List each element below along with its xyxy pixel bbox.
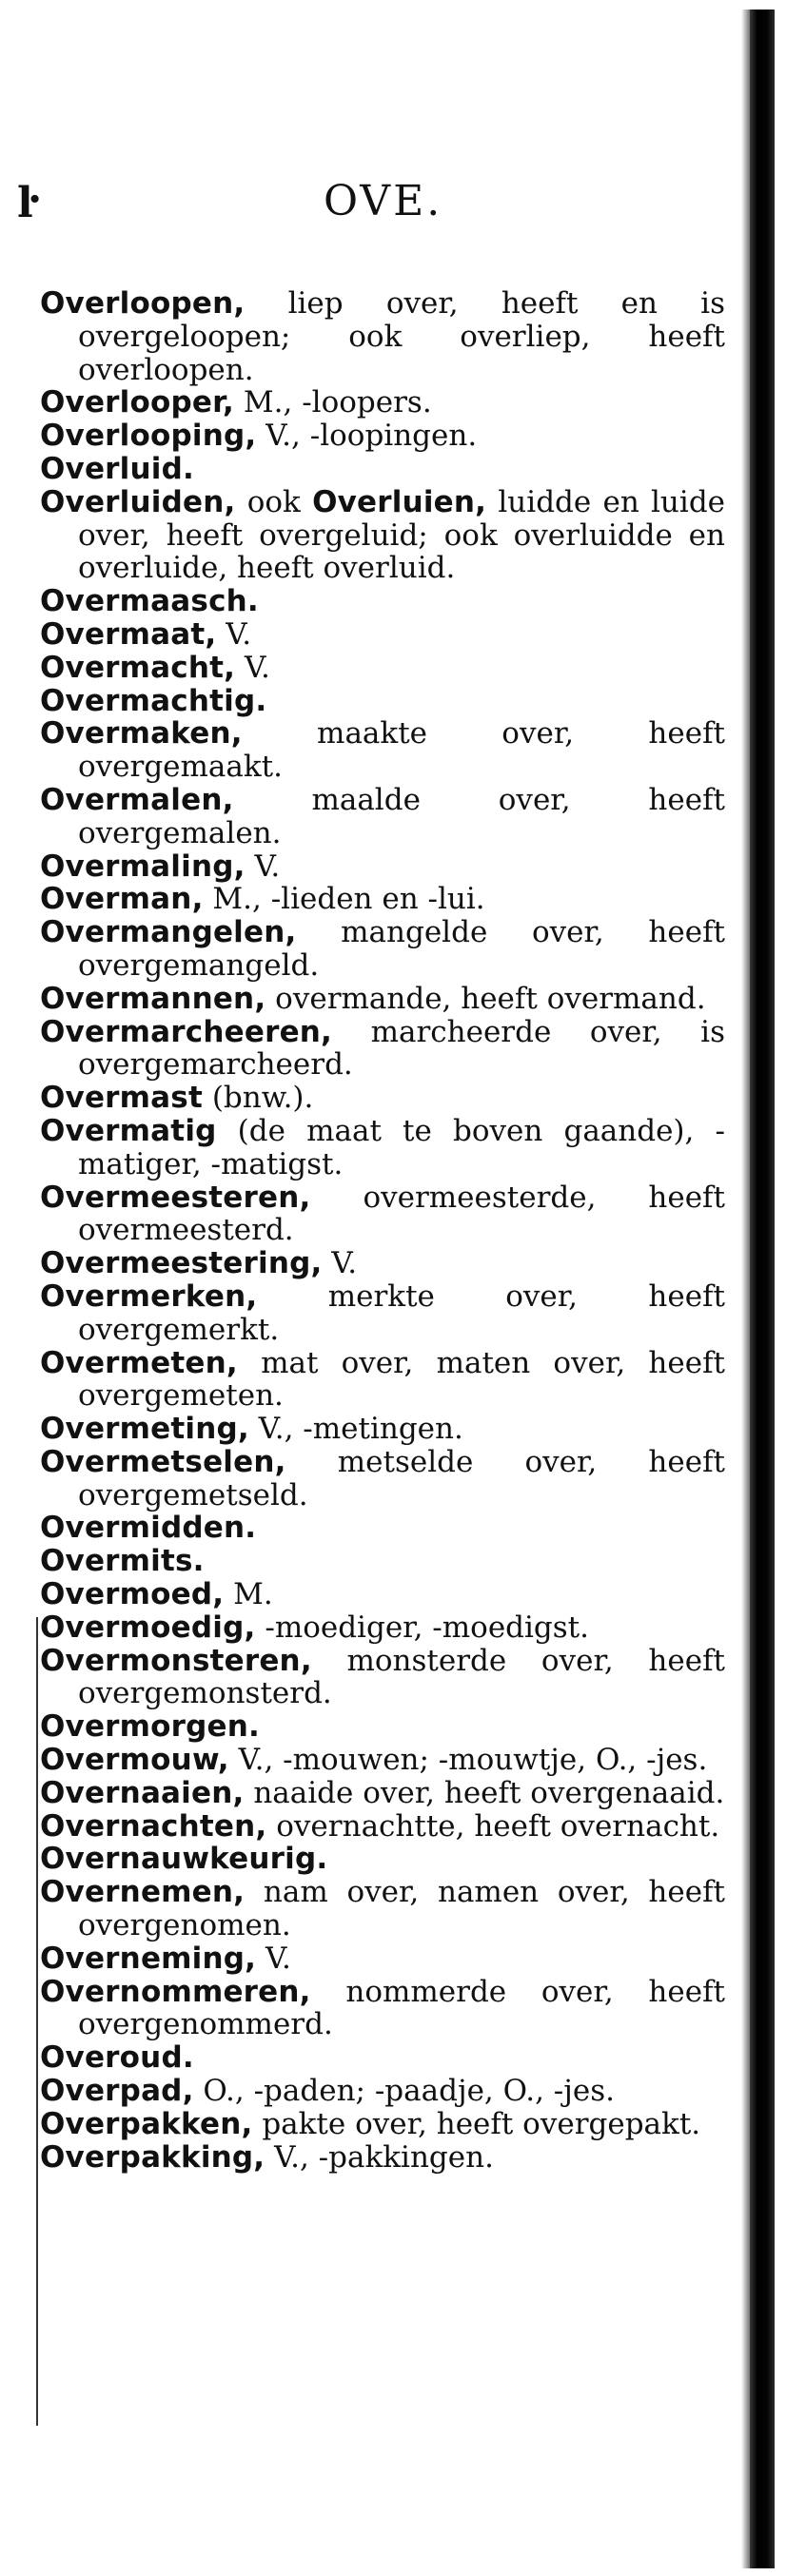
entry-headword: Overloopen, bbox=[40, 286, 246, 321]
entry-definition: V., -loopingen. bbox=[256, 419, 478, 454]
dictionary-entry bbox=[40, 1181, 725, 1248]
dictionary-entry bbox=[40, 2141, 725, 2175]
margin-rule bbox=[36, 1617, 38, 2426]
dictionary-entry bbox=[40, 1645, 725, 1711]
entry-definition: M., -loopers. bbox=[234, 385, 432, 420]
dictionary-entry bbox=[40, 1976, 725, 2042]
entry-headword: Overluid. bbox=[40, 451, 194, 486]
dictionary-entry bbox=[40, 1545, 725, 1578]
entry-headword: Overmonsteren, bbox=[40, 1643, 312, 1678]
entry-headword: Overnauwkeurig. bbox=[40, 1842, 328, 1877]
entry-headword: Overmaling, bbox=[40, 849, 246, 884]
entry-definition: (bnw.). bbox=[202, 1081, 314, 1116]
dictionary-entry bbox=[40, 420, 725, 453]
dictionary-entry bbox=[40, 2041, 725, 2075]
entry-headword: Overpakken, bbox=[40, 2106, 253, 2141]
entry-headword: Overnemen, bbox=[40, 1875, 246, 1910]
dictionary-entry bbox=[40, 1942, 725, 1976]
dictionary-entry bbox=[40, 717, 725, 784]
entry-definition: O., -paden; -paadje, O., -jes. bbox=[193, 2074, 615, 2109]
entry-headword: Overmalen, bbox=[40, 782, 234, 817]
entry-definition: mangelde over, heeft overgemangeld. bbox=[78, 915, 725, 983]
entry-headword: Overmannen, bbox=[40, 981, 266, 1016]
entry-headword: Overmaken, bbox=[40, 716, 243, 751]
entry-definition: naaide over, heeft overgenaaid. bbox=[244, 1775, 725, 1810]
dictionary-entry bbox=[40, 2108, 725, 2141]
entry-headword-variant: Overluien, bbox=[312, 484, 487, 519]
entry-definition: overnachtte, heeft overnacht. bbox=[266, 1808, 720, 1844]
dictionary-entry bbox=[40, 486, 725, 585]
entry-definition: maalde over, heeft overgemalen. bbox=[78, 782, 725, 850]
dictionary-entry bbox=[40, 1611, 725, 1645]
entry-definition: M. bbox=[224, 1577, 273, 1612]
entry-headword: Overoud. bbox=[40, 2040, 194, 2076]
dictionary-entry bbox=[40, 1247, 725, 1280]
entry-headword: Overlooping, bbox=[40, 419, 257, 454]
entry-headword: Overmorgen. bbox=[40, 1709, 261, 1745]
entry-headword: Overmeting, bbox=[40, 1412, 249, 1447]
dictionary-entry bbox=[40, 1413, 725, 1446]
dictionary-entry bbox=[40, 916, 725, 983]
entry-definition: M., -lieden en -lui. bbox=[203, 882, 485, 917]
dictionary-entry bbox=[40, 1446, 725, 1512]
entry-headword: Overman, bbox=[40, 882, 204, 917]
entry-headword: Overmidden. bbox=[40, 1511, 257, 1546]
dictionary-entry bbox=[40, 883, 725, 916]
dictionary-entry bbox=[40, 652, 725, 685]
entry-definition: monsterde over, heeft overgemonsterd. bbox=[78, 1643, 725, 1711]
entry-list bbox=[40, 287, 725, 2174]
dictionary-entry bbox=[40, 386, 725, 420]
dictionary-entry bbox=[40, 585, 725, 618]
entry-headword: Overluiden, bbox=[40, 484, 236, 519]
dictionary-entry bbox=[40, 2075, 725, 2108]
entry-definition: marcheerde over, is overgemarcheerd. bbox=[78, 1014, 725, 1083]
entry-headword: Overmarcheeren, bbox=[40, 1014, 333, 1049]
entry-headword: Overmeten, bbox=[40, 1345, 238, 1380]
dictionary-entry bbox=[40, 453, 725, 486]
entry-headword: Overmoed, bbox=[40, 1577, 225, 1612]
dictionary-entry bbox=[40, 1777, 725, 1810]
entry-headword: Overmaasch. bbox=[40, 584, 259, 619]
entry-headword: Overneming, bbox=[40, 1941, 257, 1976]
entry-headword: Overmaat, bbox=[40, 616, 217, 652]
entry-definition: V., -pakkingen. bbox=[265, 2139, 494, 2175]
dictionary-entry bbox=[40, 1578, 725, 1611]
entry-definition: pakte over, heeft overgepakt. bbox=[252, 2106, 701, 2141]
entry-headword: Overlooper, bbox=[40, 385, 235, 420]
entry-headword: Overmeestering, bbox=[40, 1246, 323, 1281]
entry-definition: overmande, heeft overmand. bbox=[265, 981, 706, 1016]
entry-headword: Overmachtig. bbox=[40, 683, 267, 718]
running-head: OVE. bbox=[324, 177, 443, 225]
entry-definition: liep over, heeft en is overgeloopen; ook overliep, heeft overloopen. bbox=[78, 286, 725, 387]
dictionary-entry bbox=[40, 1016, 725, 1083]
entry-headword: Overmatig bbox=[40, 1113, 217, 1148]
dictionary-entry bbox=[40, 1082, 725, 1115]
dictionary-entry bbox=[40, 1810, 725, 1844]
entry-headword: Overmangelen, bbox=[40, 915, 297, 950]
entry-headword: Overnachten, bbox=[40, 1808, 267, 1844]
dictionary-entry bbox=[40, 1744, 725, 1777]
dictionary-entry bbox=[40, 685, 725, 718]
entry-definition: V. bbox=[245, 849, 281, 884]
entry-headword: Overmits. bbox=[40, 1544, 205, 1579]
entry-definition: V. bbox=[216, 616, 252, 652]
dictionary-entry bbox=[40, 1710, 725, 1744]
binding-edge bbox=[750, 10, 775, 2568]
entry-headword: Overmoedig, bbox=[40, 1610, 256, 1645]
entry-headword: Overpad, bbox=[40, 2074, 194, 2109]
entry-headword: Overmerken, bbox=[40, 1278, 258, 1314]
entry-definition: merkte over, heeft overgemerkt. bbox=[78, 1278, 725, 1347]
entry-definition: V. bbox=[235, 650, 270, 685]
dictionary-entry bbox=[40, 1512, 725, 1545]
entry-definition: V., -mouwen; -mouwtje, O., -jes. bbox=[228, 1743, 708, 1778]
entry-definition: mat over, maten over, heeft overgemeten. bbox=[78, 1345, 725, 1414]
entry-headword: Overmetselen, bbox=[40, 1444, 286, 1479]
dictionary-entry bbox=[40, 1876, 725, 1942]
entry-headword: Overmast bbox=[40, 1081, 203, 1116]
entry-definition: luidde en luide over, heeft overgeluid; ook overluidde en overluide, heeft overluid. bbox=[78, 484, 726, 586]
entry-definition: V. bbox=[256, 1941, 291, 1976]
entry-definition: overmeesterde, heeft overmeesterd. bbox=[78, 1180, 725, 1248]
dictionary-entry bbox=[40, 850, 725, 884]
entry-headword: Overpakking, bbox=[40, 2139, 265, 2175]
entry-definition: -moediger, -moedigst. bbox=[255, 1610, 589, 1645]
entry-headword: Overnaaien, bbox=[40, 1775, 245, 1810]
entry-definition: nam over, namen over, heeft overgenomen. bbox=[78, 1875, 725, 1943]
entry-definition: V., -metingen. bbox=[248, 1412, 463, 1447]
entry-headword: Overmouw, bbox=[40, 1743, 229, 1778]
corner-mark: ŀ bbox=[17, 179, 33, 227]
entry-definition: (de maat te boven gaande), -matiger, -matigst. bbox=[78, 1113, 725, 1181]
entry-headword: Overmacht, bbox=[40, 650, 236, 685]
entry-definition: maakte over, heeft overgemaakt. bbox=[78, 716, 725, 785]
dictionary-entry bbox=[40, 983, 725, 1016]
dictionary-entry bbox=[40, 618, 725, 652]
entry-definition: nommerde over, heeft overgenommerd. bbox=[78, 1974, 725, 2042]
dictionary-entry bbox=[40, 784, 725, 850]
dictionary-entry bbox=[40, 1115, 725, 1181]
dictionary-entry bbox=[40, 1843, 725, 1876]
dictionary-entry bbox=[40, 1280, 725, 1347]
entry-headword: Overmeesteren, bbox=[40, 1180, 311, 1215]
dictionary-entry bbox=[40, 287, 725, 386]
entry-definition: metselde over, heeft overgemetseld. bbox=[78, 1444, 725, 1512]
entry-definition: ook bbox=[235, 484, 313, 519]
entry-definition: V. bbox=[322, 1246, 358, 1281]
entry-headword: Overnommeren, bbox=[40, 1974, 311, 2009]
dictionary-entry bbox=[40, 1347, 725, 1414]
